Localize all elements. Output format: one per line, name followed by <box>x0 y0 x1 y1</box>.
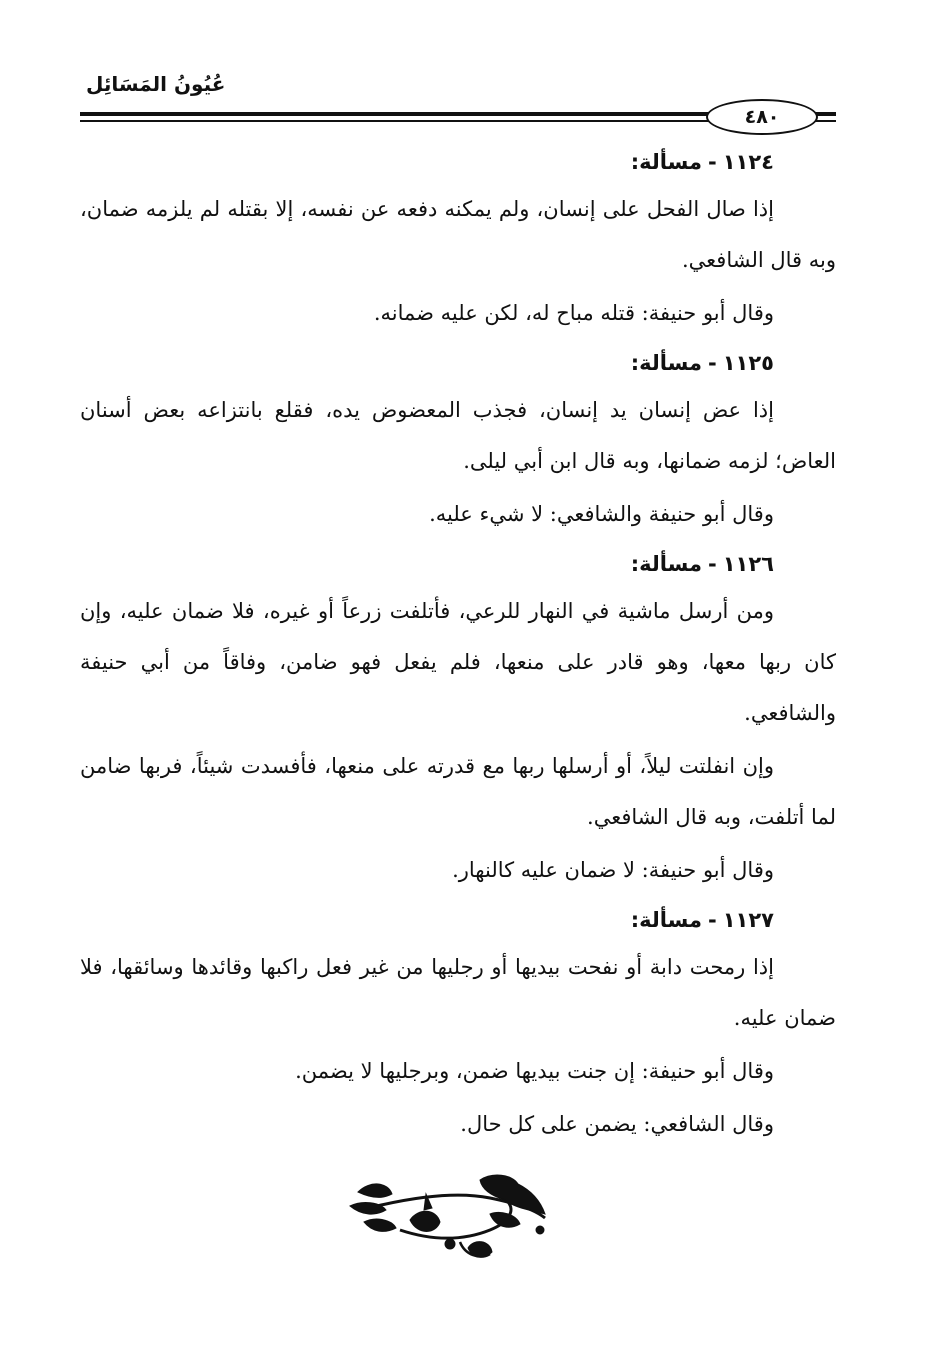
issue-number: ١١٢٤ <box>722 150 774 174</box>
paragraph: وإن انفلتت ليلاً، أو أرسلها ربها مع قدرته على منعها، فأفسدت شيئاً، فربها ضامن لما أتلفت، وبه قال الشافعي. <box>80 754 836 829</box>
page-content <box>80 140 836 1152</box>
paragraph: ومن أرسل ماشية في النهار للرعي، فأتلفت زرعاً أو غيره، فلا ضمان عليه، وإن كان ربها معها، وهو قادر على منعها، فلم يفعل فهو ضامن، وفاقاً من أبي حنيفة والشافعي. <box>80 599 836 725</box>
paragraph: وقال أبو حنيفة: قتله مباح له، لكن عليه ضمانه. <box>373 301 774 325</box>
issue-heading: ١١٢٦ - مسألة: <box>80 542 836 586</box>
paragraph: وقال أبو حنيفة والشافعي: لا شيء عليه. <box>429 502 774 526</box>
issue-heading: ١١٢٧ - مسألة: <box>80 898 836 942</box>
paragraph: إذا صال الفحل على إنسان، ولم يمكنه دفعه عن نفسه، إلا بقتله لم يلزمه ضمان، وبه قال الشافعي. <box>80 197 836 272</box>
issue-heading: ١١٢٤ - مسألة: <box>80 140 836 184</box>
issue-number: ١١٢٦ <box>722 552 774 576</box>
issue-label: مسألة: <box>630 351 702 375</box>
page-number: ٤٨٠ <box>706 99 818 135</box>
issue-label: مسألة: <box>630 552 702 576</box>
floral-ornament-icon <box>340 1170 555 1265</box>
paragraph: وقال أبو حنيفة: إن جنت بيديها ضمن، وبرجليها لا يضمن. <box>295 1059 774 1083</box>
paragraph: وقال الشافعي: يضمن على كل حال. <box>460 1112 774 1136</box>
issue-label: مسألة: <box>630 908 702 932</box>
paragraph: وقال أبو حنيفة: لا ضمان عليه كالنهار. <box>452 858 774 882</box>
issue-heading: ١١٢٥ - مسألة: <box>80 341 836 385</box>
paragraph: إذا رمحت دابة أو نفحت بيديها أو رجليها من غير فعل راكبها وقائدها وسائقها، فلا ضمان عليه. <box>80 955 836 1030</box>
book-title: عُيُونُ المَسَائِل <box>86 72 226 96</box>
paragraph: إذا عض إنسان يد إنسان، فجذب المعضوض يده، فقلع بانتزاعه بعض أسنان العاض؛ لزمه ضمانها، وبه قال ابن أبي ليلى. <box>80 398 836 473</box>
issue-label: مسألة: <box>630 150 702 174</box>
issue-number: ١١٢٥ <box>722 351 774 375</box>
issue-number: ١١٢٧ <box>722 908 774 932</box>
